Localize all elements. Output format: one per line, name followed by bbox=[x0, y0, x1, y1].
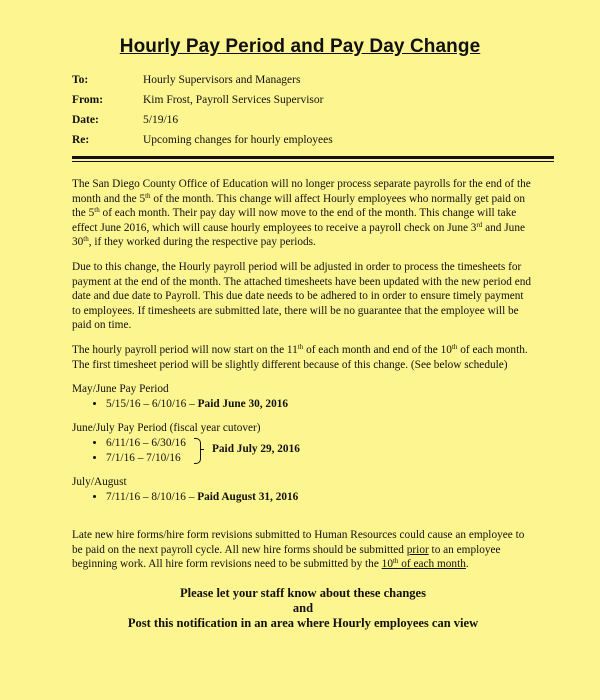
memo-row-date bbox=[72, 114, 333, 134]
brace-tick bbox=[200, 449, 204, 450]
paragraph-new-period bbox=[72, 343, 534, 372]
memo-to-value: Hourly Supervisors and Managers bbox=[143, 74, 301, 86]
memo-from-label: From: bbox=[72, 94, 104, 106]
list-item bbox=[106, 490, 534, 505]
june-july-period-label: June/July Pay Period (fiscal year cutover) bbox=[72, 422, 261, 435]
p1-sup-d: th bbox=[83, 235, 89, 244]
list-item: • 6/11/16 – 6/30/16 bbox=[106, 436, 534, 451]
list-item bbox=[106, 397, 534, 412]
p4-tenth-sup: th bbox=[392, 557, 399, 566]
p1-sup-b: th bbox=[94, 206, 100, 215]
p4-text-b: to an employee beginning work. All hire form revisions need to be submitted by the bbox=[72, 543, 501, 571]
closing-line-2: and bbox=[292, 601, 314, 615]
closing-notice bbox=[72, 586, 534, 631]
p4-tenth: 10 bbox=[381, 558, 393, 571]
memo-re-label: Re: bbox=[72, 134, 90, 146]
p4-prior: prior bbox=[406, 543, 429, 556]
may-june-list bbox=[72, 397, 534, 412]
memo-body bbox=[72, 177, 534, 582]
p1-sup-a: th bbox=[145, 191, 151, 200]
p3-text-c: of each month. The first timesheet period will be slightly different because of this change. (See below schedule) bbox=[72, 343, 528, 371]
june-july-paid: Paid July 29, 2016 bbox=[212, 442, 300, 455]
closing-line-1: Please let your staff know about these changes bbox=[180, 586, 426, 600]
memo-row-to bbox=[72, 74, 333, 94]
right-brace-icon bbox=[194, 438, 201, 464]
memo-row-re bbox=[72, 134, 333, 154]
may-june-range: 5/15/16 – 6/10/16 – bbox=[106, 397, 198, 410]
memo-to-label: To: bbox=[72, 74, 89, 86]
closing-line-3: Post this notification in an area where Hourly employees can view bbox=[127, 616, 479, 630]
p1-text-a: The San Diego County Office of Education will no longer process separate payrolls for the end of the month and the 5 bbox=[72, 178, 531, 205]
june-july-group bbox=[72, 436, 534, 465]
may-june-period-label: May/June Pay Period bbox=[72, 383, 169, 396]
p1-text-e: , if they worked during the respective pay periods. bbox=[88, 236, 316, 249]
july-august-range: 7/11/16 – 8/10/16 – bbox=[106, 490, 198, 503]
paragraph-timesheets: Due to this change, the Hourly payroll period will be adjusted in order to process the timesheets for payment at the end of the month. The attached timesheets have been updated with the new period end date and due date to Payroll. This due date needs to be adhered to in order to ensure timely payment to employees. If timesheets are submitted late, there will be no guarantee that the employee will be paid on time. bbox=[72, 260, 532, 332]
july-august-list bbox=[72, 490, 534, 505]
july-august-paid: Paid August 31, 2016 bbox=[197, 490, 299, 503]
paragraph-new-hire-forms bbox=[72, 528, 534, 572]
p1-text-b: of the month. This change will affect Hourly employees who normally get paid on the 5 bbox=[72, 192, 526, 220]
list-item: • 7/1/16 – 7/10/16 bbox=[106, 451, 534, 466]
p4-text-c: . bbox=[465, 558, 469, 571]
memo-row-from bbox=[72, 94, 333, 114]
memo-date-value: 5/19/16 bbox=[143, 114, 179, 126]
p1-text-c: of each month. Their pay day will now move to the end of the month. This change will take effect June 2016, which will cause hourly employees to receive a payroll check on June 3 bbox=[72, 207, 517, 234]
p3-text-b: of each month and end of the 10 bbox=[303, 343, 452, 356]
june-july-list bbox=[72, 436, 534, 465]
memo-header bbox=[72, 74, 333, 154]
p3-sup-b: th bbox=[451, 342, 458, 351]
p1-sup-c: rd bbox=[476, 220, 483, 229]
memo-from-value: Kim Frost, Payroll Services Supervisor bbox=[143, 94, 324, 106]
p4-tenth-wrap bbox=[382, 558, 466, 570]
july-august-period-label: July/August bbox=[72, 476, 127, 489]
p1-text-d: and June 30 bbox=[72, 221, 525, 249]
page-title: Hourly Pay Period and Pay Day Change bbox=[119, 36, 481, 57]
p4-text-a: Late new hire forms/hire form revisions submitted to Human Resources could cause an employee to be paid on the next payroll cycle. All new hire forms should be submitted bbox=[72, 529, 525, 556]
p4-tenth-rest: of each month bbox=[398, 558, 466, 571]
header-divider-thin bbox=[72, 161, 554, 162]
p3-text-a: The hourly payroll period will now start on the 11 bbox=[72, 343, 298, 356]
p3-sup-a: th bbox=[297, 342, 304, 351]
memo-date-label: Date: bbox=[72, 114, 99, 126]
paragraph-payroll-change bbox=[72, 177, 534, 250]
header-divider-thick bbox=[72, 156, 554, 159]
may-june-paid: Paid June 30, 2016 bbox=[197, 397, 289, 410]
memo-re-value: Upcoming changes for hourly employees bbox=[143, 134, 333, 146]
